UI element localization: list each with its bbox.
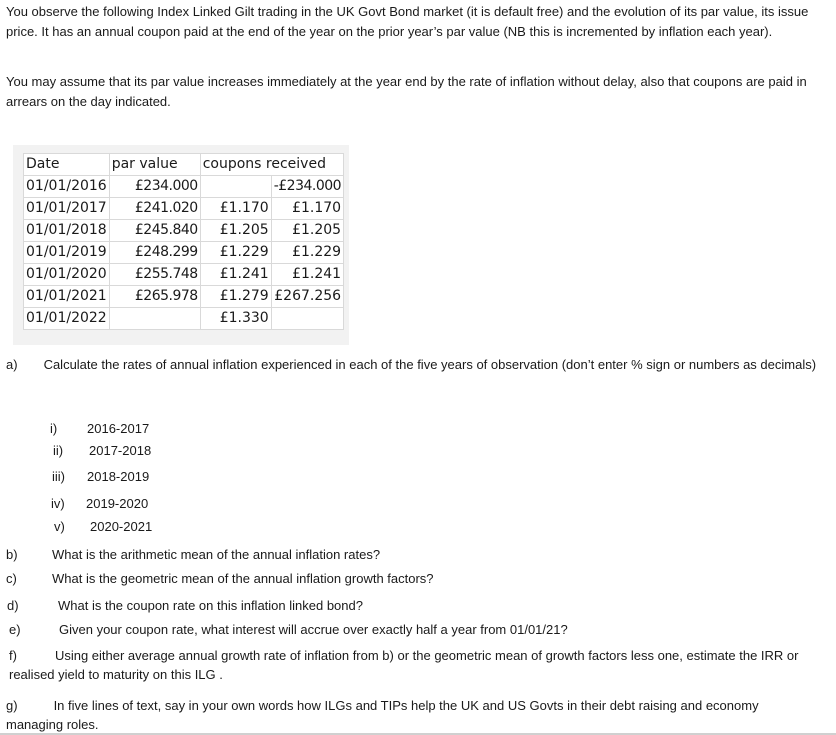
question-e-label: e) [9,622,21,637]
cell-date: 01/01/2020 [24,264,110,286]
intro-paragraph-2: You may assume that its par value increases immediately at the year end by the rate of inflation without delay, also that coupons are paid in arrears on the day indicated. [6,74,807,109]
cell-date: 01/01/2016 [24,176,110,198]
sub-item-text: 2016-2017 [87,421,150,436]
cell-coupon: £1.170 [200,198,271,220]
cell-par [109,308,200,330]
question-g [6,696,818,734]
sub-item-label: i) [50,421,58,436]
cell-par: £234.000 [109,176,200,198]
question-a-label: a) [6,357,18,372]
question-g-text: In five lines of text, say in your own words how ILGs and TIPs help the UK and US Govts in their debt raising and economy managing roles. [6,698,759,732]
cell-par: £241.020 [109,198,200,220]
intro-paragraph-1: You observe the following Index Linked Gilt trading in the UK Govt Bond market (it is default free) and the evolution of its par value, its issue price. It has an annual coupon paid at the end of the year on the prior year’s par value (NB this is incremented by inflation each year). [6,4,809,39]
question-f [9,646,821,684]
question-b-text: What is the arithmetic mean of the annual inflation rates? [52,547,381,562]
cell-coupon [200,176,271,198]
cell-cashflow: £1.205 [271,220,343,242]
sub-item-text: 2019-2020 [86,496,149,511]
sub-item-text: 2017-2018 [89,443,152,458]
gilt-table [23,153,344,330]
table-row [24,220,344,242]
question-a [6,355,824,374]
cell-coupon: £1.241 [200,264,271,286]
cell-cashflow: -£234.000 [271,176,343,198]
header-date: Date [24,154,110,176]
cell-cashflow: £1.229 [271,242,343,264]
cell-coupon: £1.330 [200,308,271,330]
header-par-value: par value [109,154,200,176]
cell-date: 01/01/2018 [24,220,110,242]
cell-date: 01/01/2022 [24,308,110,330]
question-d-label: d) [7,598,19,613]
cell-par: £248.299 [109,242,200,264]
table-header-row [24,154,344,176]
table-row [24,176,344,198]
cell-coupon: £1.205 [200,220,271,242]
sub-item-label: iv) [51,496,65,511]
sub-item-label: iii) [52,469,65,484]
sub-item-text: 2020-2021 [90,519,153,534]
cell-par: £265.978 [109,286,200,308]
cell-cashflow: £267.256 [271,286,343,308]
cell-date: 01/01/2017 [24,198,110,220]
table-row [24,286,344,308]
cell-coupon: £1.229 [200,242,271,264]
cell-date: 01/01/2021 [24,286,110,308]
table-row [24,198,344,220]
question-b-label: b) [6,547,18,562]
cell-par: £245.840 [109,220,200,242]
table-row [24,264,344,286]
question-c-label: c) [6,571,17,586]
question-d-text: What is the coupon rate on this inflation linked bond? [58,598,363,613]
question-c-text: What is the geometric mean of the annual inflation growth factors? [52,571,434,586]
table-row [24,308,344,330]
question-e-text: Given your coupon rate, what interest will accrue over exactly half a year from 01/01/21? [59,622,568,637]
cell-par: £255.748 [109,264,200,286]
sub-item-label: v) [54,519,65,534]
table-row [24,242,344,264]
question-f-text: Using either average annual growth rate of inflation from b) or the geometric mean of growth factors less one, estimate the IRR or realised yield to maturity on this ILG . [9,648,799,682]
gilt-table-panel [13,145,349,345]
question-g-label: g) [6,698,18,713]
cell-cashflow: £1.241 [271,264,343,286]
cell-cashflow [271,308,343,330]
question-f-label: f) [9,648,17,663]
cell-coupon: £1.279 [200,286,271,308]
question-a-text: Calculate the rates of annual inflation experienced in each of the five years of observation (don’t enter % sign or numbers as decimals) [43,357,817,372]
sub-item-label: ii) [53,443,64,458]
cell-date: 01/01/2019 [24,242,110,264]
sub-item-text: 2018-2019 [87,469,150,484]
cell-cashflow: £1.170 [271,198,343,220]
header-coupons-received: coupons received [200,154,343,176]
